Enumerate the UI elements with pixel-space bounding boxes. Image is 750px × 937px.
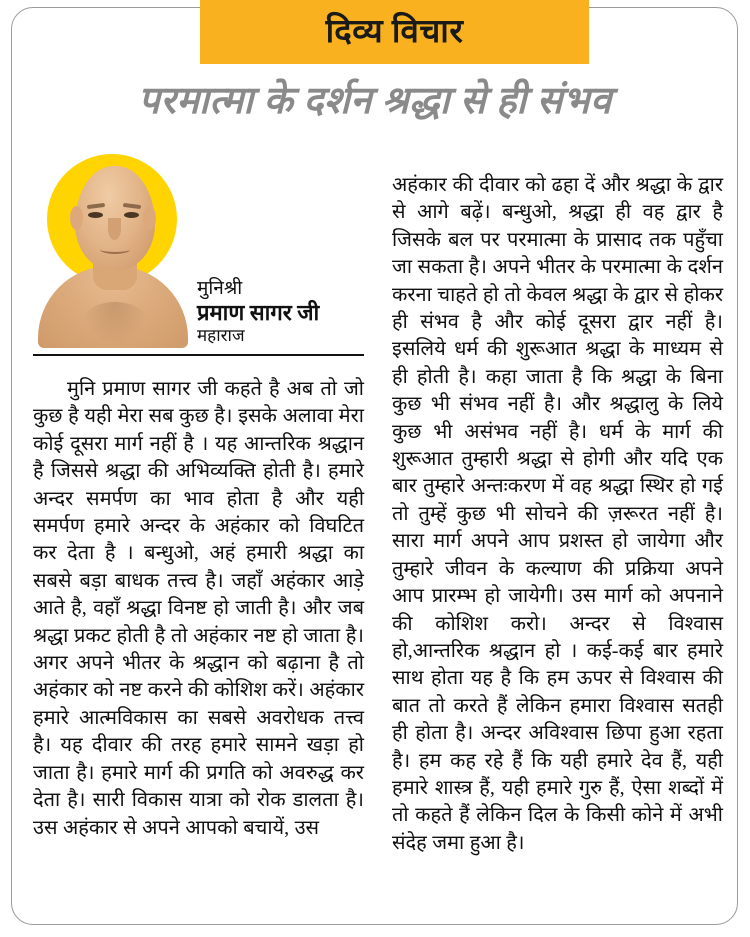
author-name: प्रमाण सागर जी bbox=[197, 300, 320, 325]
portrait-ear-left bbox=[70, 206, 83, 230]
author-block bbox=[33, 152, 364, 348]
article-body-left: मुनि प्रमाण सागर जी कहते है अब तो जो कुछ है यही मेरा सब कुछ है। इसके अलावा मेरा कोई दूसरा मार्ग नहीं है । यह आन्तरिक श्रद्धान है जिससे श्रद्धा की अभिव्यक्ति होती है। हमारे अन्दर समर्पण का भाव होता है और यही समर्पण हमारे अन्दर के अहंकार को विघटित कर देता है । बन्धुओ, अहं हमारी श्रद्धा का सबसे बड़ा बाधक तत्त्व है। जहाँ अहंकार आड़े आते है, वहाँ श्रद्धा विनष्ट हो जाती है। और जब श्रद्धा प्रकट होती है तो अहंकार नष्ट हो जाता है। अगर अपने भीतर के श्रद्धान को बढ़ाना है तो अहंकार को नष्ट करने की कोशिश करें। अहंकार हमारे आत्मविकास का सबसे अवरोधक तत्त्व है। यह दीवार की तरह हमारे सामने खड़ा हो जाता है। हमारे मार्ग की प्रगति को अवरुद्ध कर देता है। सारी विकास यात्रा को रोक डालता है। उस अहंकार से अपने आपको बचायें, उस bbox=[33, 378, 364, 839]
author-portrait bbox=[33, 152, 191, 348]
right-column bbox=[392, 152, 723, 914]
article-body-right: अहंकार की दीवार को ढहा दें और श्रद्धा के द्वार से आगे बढ़ें। बन्धुओ, श्रद्धा ही वह द्वार है जिसके बल पर परमात्मा के प्रासाद तक पहुँचा जा सकता है। अपने भीतर के परमात्मा के दर्शन करना चाहते हो तो केवल श्रद्धा के द्वार से होकर ही संभव है और कोई दूसरा द्वार नहीं है। इसलिये धर्म की शुरूआत श्रद्धा के माध्यम से ही होती है। कहा जाता है कि श्रद्धा के बिना कुछ भी संभव नहीं है। और श्रद्धालु के लिये कुछ भी असंभव नहीं है। धर्म के मार्ग की शुरूआत तुम्हारी श्रद्धा से होगी और यदि एक बार तुम्हारे अन्तःकरण में वह श्रद्धा स्थिर हो गई तो तुम्हें कुछ भी सोचने की ज़रूरत नहीं है। सारा मार्ग अपने आप प्रशस्त हो जायेगा और तुम्हारे जीवन के कल्याण की प्रक्रिया अपने आप प्रारम्भ हो जायेगी। उस मार्ग को अपनाने की कोशिश करो। अन्दर से विश्वास हो,आन्तरिक श्रद्धान हो । कई-कई बार हमारे साथ होता यह है कि हम ऊपर से विश्वास की बात तो करते हैं लेकिन हमारा विश्वास सतही ही होता है। अन्दर अविश्वास छिपा हुआ रहता है। हम कह रहे हैं कि यही हमारे देव हैं, यही हमारे शास्त्र हैं, यही हमारे गुरु हैं, ऐसा शब्दों में तो कहते हैं लेकिन दिल के किसी कोने में अभी संदेह जमा हुआ है। bbox=[392, 174, 723, 854]
portrait-eye-left bbox=[88, 212, 103, 218]
portrait-ear-right bbox=[143, 206, 156, 230]
left-column bbox=[33, 152, 364, 914]
byline-divider bbox=[33, 354, 364, 356]
headline-container bbox=[0, 78, 750, 126]
portrait-chest-shading bbox=[81, 302, 149, 346]
masthead-banner bbox=[200, 0, 589, 64]
author-honorific: मुनिश्री bbox=[197, 277, 243, 299]
portrait-eye-right bbox=[124, 212, 139, 218]
portrait-mouth bbox=[100, 245, 130, 254]
article-columns bbox=[33, 152, 723, 914]
author-byline bbox=[191, 278, 364, 348]
masthead-title: दिव्य विचार bbox=[325, 13, 464, 50]
portrait-nose bbox=[108, 218, 121, 240]
page-title: परमात्मा के दर्शन श्रद्धा से ही संभव bbox=[138, 80, 612, 122]
author-suffix: महाराज bbox=[197, 325, 245, 345]
